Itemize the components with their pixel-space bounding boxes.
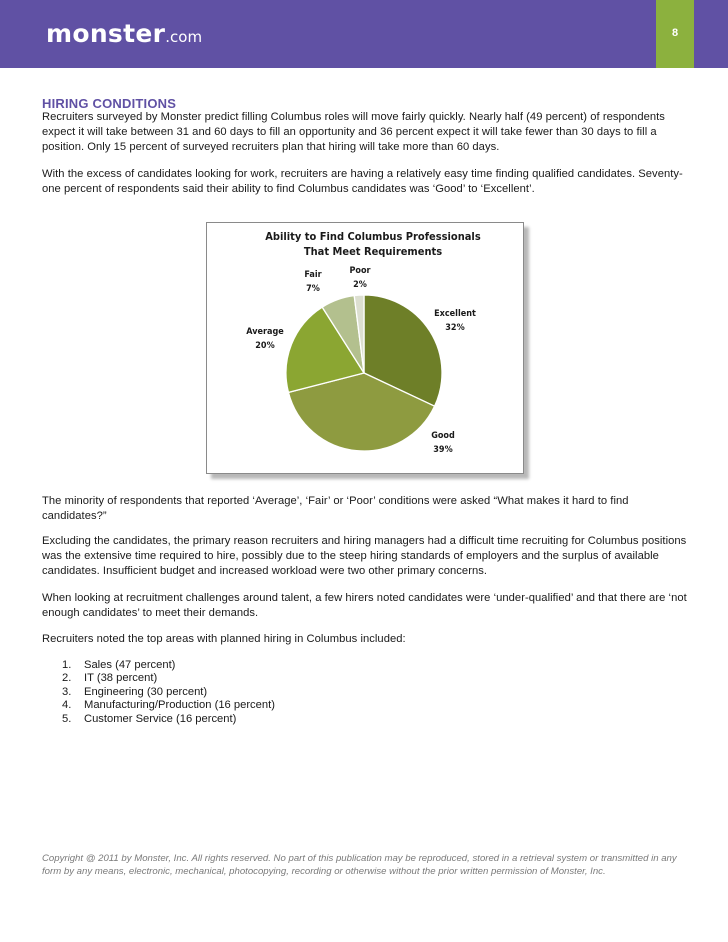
data-value-good: 39% [433, 445, 453, 455]
data-label-good: Good [431, 431, 455, 441]
page-number-box [656, 0, 694, 68]
pie-chart [207, 223, 523, 473]
paragraph-minority-respondents: The minority of respondents that reported ‘Average’, ‘Fair’ or ‘Poor’ conditions were asked “What makes it hard to find candidates?” [42, 495, 629, 522]
header-band [0, 0, 728, 68]
monster-logo [46, 19, 202, 48]
section-title: HIRING CONDITIONS [42, 96, 177, 111]
data-value-fair: 7% [306, 284, 320, 294]
list-item: 1. Sales (47 percent) [62, 659, 176, 671]
brand-name: monster [46, 19, 166, 48]
copyright-footer: Copyright @ 2011 by Monster, Inc. All rights reserved. No part of this publication may be reproduced, stored in a retrieval system or transmitted in any form by any means, electronic, mechanical, photocopying, recording or otherwise without the prior written permission of Monster, Inc. [42, 853, 677, 877]
data-label-excellent: Excellent [434, 309, 476, 319]
paragraph-candidate-excess: With the excess of candidates looking for work, recruiters are having a relatively easy time finding qualified candidates. Seventy-one percent of respondents said their ability to find Columbus candidates was ‘Good’ to ‘Excellent’. [42, 168, 683, 195]
data-label-fair: Fair [304, 270, 322, 280]
data-value-excellent: 32% [445, 323, 465, 333]
list-item: 4. Manufacturing/Production (16 percent) [62, 699, 275, 712]
data-value-average: 20% [255, 341, 275, 351]
brand-suffix: .com [165, 28, 203, 46]
chart-title-line-2: That Meet Requirements [303, 245, 443, 258]
data-label-poor: Poor [349, 266, 371, 276]
paragraph-talent-challenges: When looking at recruitment challenges around talent, a few hirers noted candidates were ‘under-qualified’ and that there are ‘not enough candidates’ to meet their demands. [42, 592, 687, 619]
pie-chart-frame [206, 222, 524, 474]
data-label-average: Average [246, 327, 284, 337]
paragraph-top-areas-intro: Recruiters noted the top areas with planned hiring in Columbus included: [42, 633, 406, 645]
list-item: 5. Customer Service (16 percent) [62, 712, 237, 725]
list-item: 2. IT (38 percent) [62, 672, 158, 685]
paragraph-hiring-timeline: Recruiters surveyed by Monster predict filling Columbus roles will move fairly quickly. Nearly half (49 percent) of respondents expect it will take between 31 and 60 days to fill an opportunity and 36 percent expect it will take fewer than 30 days to fill a position. Only 15 percent of surveyed recruiters plan that hiring will take more than 60 days. [42, 111, 665, 153]
hiring-areas-list [62, 659, 275, 726]
chart-title-line-1: Ability to Find Columbus Professionals [265, 230, 481, 243]
page-number: 8 [671, 27, 679, 39]
data-value-poor: 2% [353, 280, 367, 290]
list-item: 3. Engineering (30 percent) [62, 685, 208, 698]
paragraph-primary-reason: Excluding the candidates, the primary reason recruiters and hiring managers had a difficult time recruiting for Columbus positions was the extensive time required to hire, possibly due to the steep hiring standards of employers and the surplus of available candidates. Insufficient budget and increased workload were two other primary concerns. [42, 535, 687, 577]
